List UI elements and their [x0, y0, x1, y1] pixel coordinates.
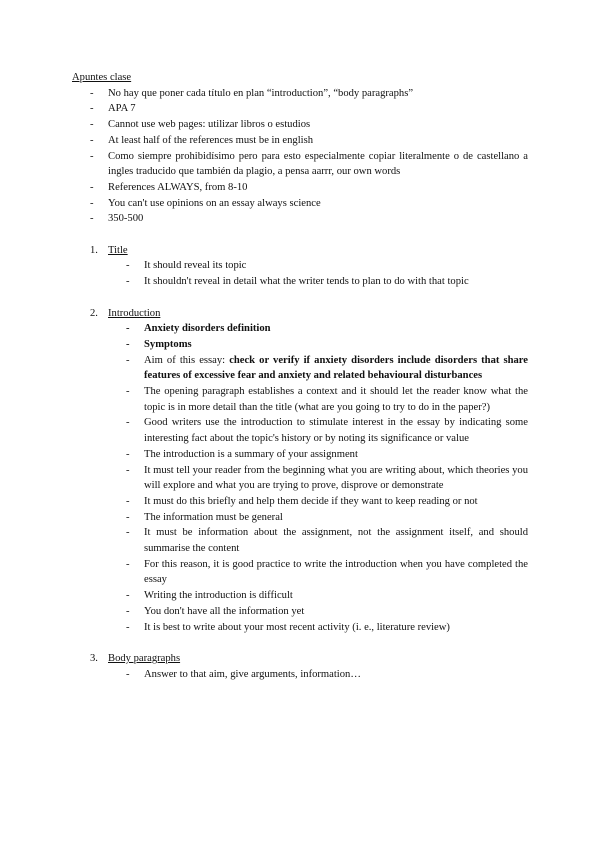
list-item: - For this reason, it is good practice to write the introduction when you have completed the essay: [144, 557, 528, 588]
list-item: - It shouldn't reveal in detail what the writer tends to plan to do with that topic: [144, 274, 528, 290]
list-item: - APA 7: [108, 101, 528, 117]
list-item: - Anxiety disorders definition: [144, 321, 528, 337]
section-body-paragraphs: [72, 651, 528, 667]
list-item: - You can't use opinions on an essay always science: [108, 196, 528, 212]
list-item: - Cannot use web pages: utilizar libros o estudios: [108, 117, 528, 133]
general-notes-list: [72, 86, 528, 227]
list-item: - Answer to that aim, give arguments, information…: [144, 667, 528, 683]
aim-prefix: Aim of this essay:: [144, 354, 230, 366]
list-item: - Como siempre prohibidísimo pero para esto especialmente copiar literalmente o de castellano a ingles traducido que también da plagio, a pensa aarrr, our own words: [108, 149, 528, 180]
list-item: - It should reveal its topic: [144, 258, 528, 274]
aim-list-item: [144, 353, 528, 384]
section-heading: Body paragraphs: [108, 652, 181, 664]
list-item: - At least half of the references must be in english: [108, 133, 528, 149]
aim-statement: check or verify if anxiety disorders include disorders that share features of excessive fear and anxiety and related behavioural disturbances: [144, 354, 528, 382]
list-item: - It must do this briefly and help them decide if they want to keep reading or not: [144, 494, 528, 510]
section-introduction: [72, 306, 528, 322]
list-item: - It is best to write about your most recent activity (i. e., literature review): [144, 620, 528, 636]
title-section-list: [72, 258, 528, 289]
document-content: [72, 70, 528, 682]
list-item: - Symptoms: [144, 337, 528, 353]
section-title: [72, 243, 528, 259]
list-item: - The information must be general: [144, 510, 528, 526]
list-item: - The introduction is a summary of your assignment: [144, 447, 528, 463]
document-title: Apuntes clase: [72, 72, 132, 83]
list-item: - No hay que poner cada título en plan “introduction”, “body paragraphs”: [108, 86, 528, 102]
list-item: - References ALWAYS, from 8-10: [108, 180, 528, 196]
section-number: 3.: [90, 652, 98, 664]
list-item: - You don't have all the information yet: [144, 604, 528, 620]
list-item: - It must tell your reader from the beginning what you are writing about, which theories you will explore and what you are trying to prove, disprove or demonstrate: [144, 463, 528, 494]
list-item: - Writing the introduction is difficult: [144, 588, 528, 604]
section-number: 2.: [90, 307, 98, 319]
body-paragraphs-list: [72, 667, 528, 683]
section-heading: Title: [108, 244, 128, 256]
list-item: - It must be information about the assignment, not the assignment itself, and should summarise the content: [144, 525, 528, 556]
list-item: - Good writers use the introduction to stimulate interest in the essay by indicating some interesting fact about the topic's history or by noting its significance or value: [144, 415, 528, 446]
list-item: - 350-500: [108, 211, 528, 227]
list-item: - The opening paragraph establishes a context and it should let the reader know what the topic is in more detail than the title (what are you going to try to do in the paper?): [144, 384, 528, 415]
section-number: 1.: [90, 244, 98, 256]
section-heading: Introduction: [108, 307, 161, 319]
introduction-section-list: [72, 321, 528, 635]
